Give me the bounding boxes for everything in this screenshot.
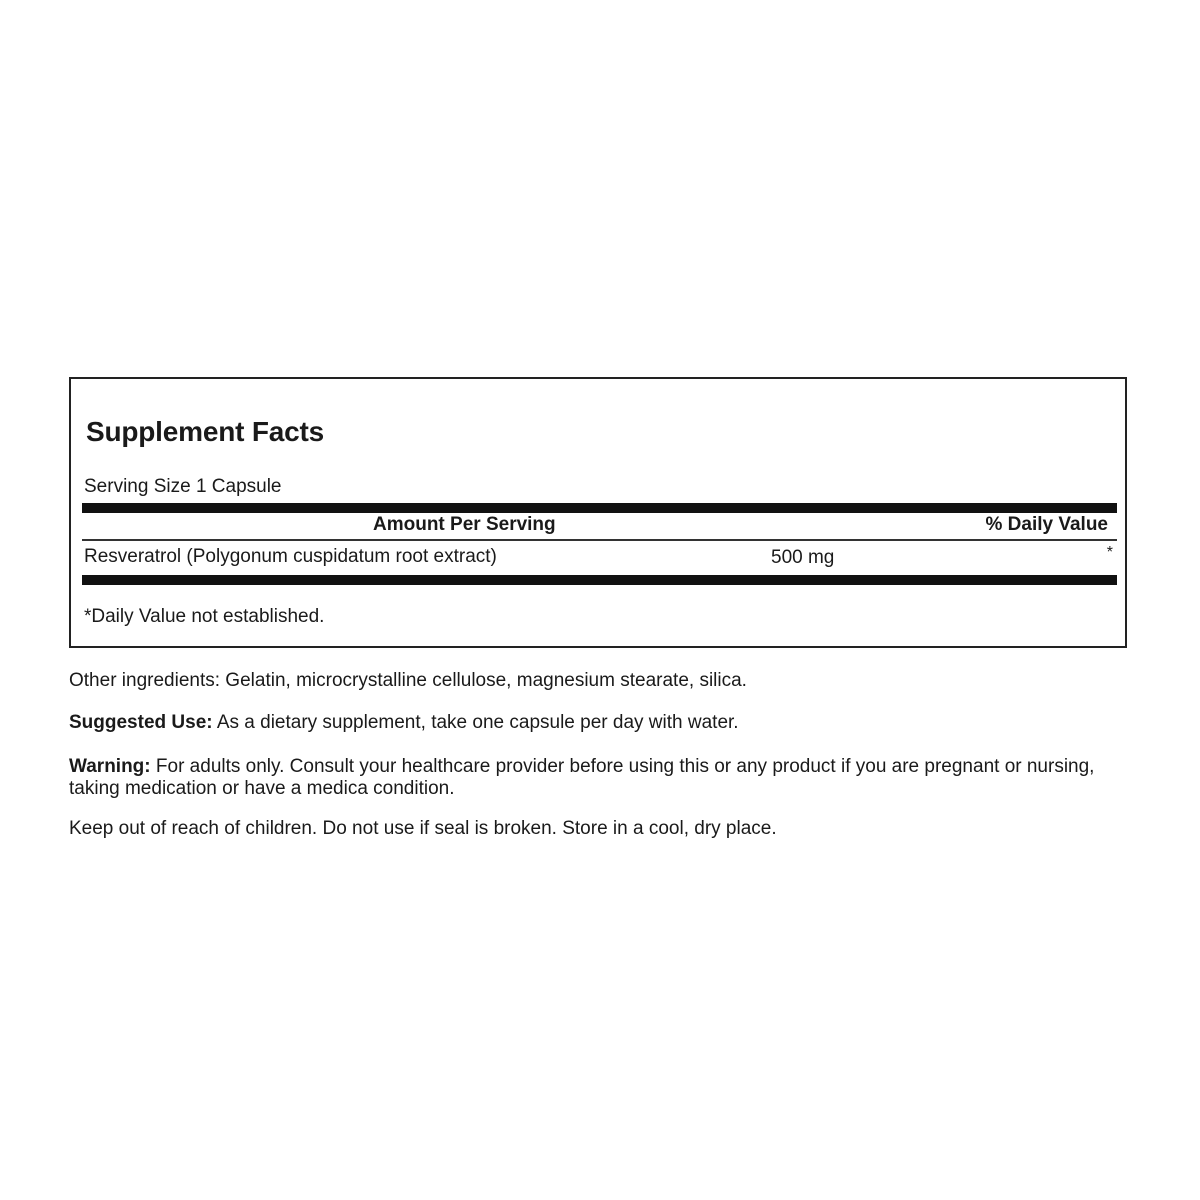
other-ingredients: Other ingredients: Gelatin, microcrystalline cellulose, magnesium stearate, silica. — [69, 670, 747, 691]
daily-value-footnote: *Daily Value not established. — [84, 606, 325, 627]
serving-size: Serving Size 1 Capsule — [84, 476, 282, 497]
storage-instructions: Keep out of reach of children. Do not use if seal is broken. Store in a cool, dry place. — [69, 818, 777, 839]
daily-value-header: % Daily Value — [985, 514, 1108, 535]
warning-label: Warning: — [69, 756, 151, 777]
thick-divider-bottom — [82, 575, 1117, 585]
ingredient-daily-value: * — [1106, 544, 1113, 561]
thick-divider-top — [82, 503, 1117, 513]
ingredient-name: Resveratrol (Polygonum cuspidatum root extract) — [84, 546, 497, 567]
suggested-use — [69, 712, 1129, 734]
ingredient-amount: 500 mg — [771, 547, 835, 568]
warning — [69, 756, 1129, 800]
panel-title: Supplement Facts — [86, 416, 324, 447]
warning-text: For adults only. Consult your healthcare provider before using this or any product if you are pregnant or nursing, taking medication or have a medica condition. — [69, 756, 1095, 799]
suggested-use-text: As a dietary supplement, take one capsule per day with water. — [212, 712, 739, 733]
suggested-use-label: Suggested Use: — [69, 712, 213, 733]
supplement-facts-panel — [69, 377, 1127, 648]
amount-per-serving-header: Amount Per Serving — [373, 514, 556, 535]
thin-divider — [82, 539, 1117, 541]
